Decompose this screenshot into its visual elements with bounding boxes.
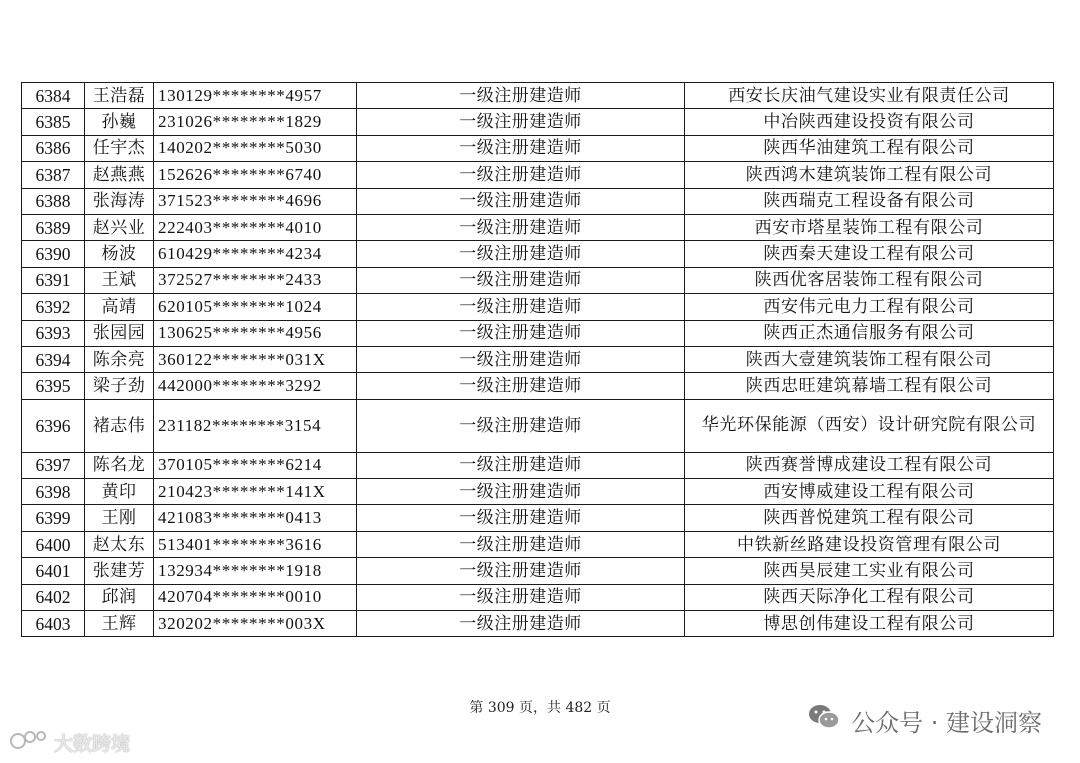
company-name-cell: 陕西大壹建筑装饰工程有限公司 [685,346,1054,372]
row-number-cell: 6398 [22,479,85,505]
id-number-cell: 140202********5030 [154,135,357,161]
row-number-cell: 6388 [22,188,85,214]
person-name-cell: 张海涛 [85,188,154,214]
person-name-cell: 邱润 [85,584,154,610]
row-number-cell: 6400 [22,531,85,557]
qualification-cell: 一级注册建造师 [357,83,685,109]
qualification-cell: 一级注册建造师 [357,611,685,637]
person-name-cell: 任宇杰 [85,135,154,161]
qualification-cell: 一级注册建造师 [357,109,685,135]
row-number-cell: 6386 [22,135,85,161]
company-name-cell: 陕西正杰通信服务有限公司 [685,320,1054,346]
company-name-cell: 陕西昊辰建工实业有限公司 [685,558,1054,584]
page-number: 第 309 页，共 482 页 [469,700,611,716]
qualification-cell: 一级注册建造师 [357,399,685,452]
row-number-cell: 6402 [22,584,85,610]
table-row [22,83,1054,109]
row-number-cell: 6385 [22,109,85,135]
company-name-cell: 陕西天际净化工程有限公司 [685,584,1054,610]
table-row [22,479,1054,505]
id-number-cell: 231026********1829 [154,109,357,135]
company-name-cell: 中冶陕西建设投资有限公司 [685,109,1054,135]
qualification-cell: 一级注册建造师 [357,162,685,188]
row-number-cell: 6397 [22,452,85,478]
id-number-cell: 152626********6740 [154,162,357,188]
qualification-cell: 一级注册建造师 [357,373,685,399]
id-number-cell: 210423********141X [154,479,357,505]
id-number-cell: 420704********0010 [154,584,357,610]
table-row [22,346,1054,372]
qualification-cell: 一级注册建造师 [357,188,685,214]
registry-table [21,82,1054,637]
person-name-cell: 陈余亮 [85,346,154,372]
registry-table-body [22,83,1054,637]
watermark-right [807,702,1042,738]
watermark-left-text: 大数跨境 [54,733,131,755]
row-number-cell: 6393 [22,320,85,346]
qualification-cell: 一级注册建造师 [357,241,685,267]
id-number-cell: 320202********003X [154,611,357,637]
table-row [22,188,1054,214]
company-name-cell: 西安伟元电力工程有限公司 [685,294,1054,320]
row-number-cell: 6391 [22,267,85,293]
person-name-cell: 黄印 [85,479,154,505]
qualification-cell: 一级注册建造师 [357,505,685,531]
person-name-cell: 张园园 [85,320,154,346]
table-row [22,531,1054,557]
table-row [22,214,1054,240]
person-name-cell: 杨波 [85,241,154,267]
id-number-cell: 620105********1024 [154,294,357,320]
qualification-cell: 一级注册建造师 [357,479,685,505]
table-row [22,294,1054,320]
id-number-cell: 222403********4010 [154,214,357,240]
id-number-cell: 132934********1918 [154,558,357,584]
table-row [22,558,1054,584]
id-number-cell: 231182********3154 [154,399,357,452]
person-name-cell: 高靖 [85,294,154,320]
row-number-cell: 6390 [22,241,85,267]
person-name-cell: 赵太东 [85,531,154,557]
table-row [22,267,1054,293]
person-name-cell: 王斌 [85,267,154,293]
id-number-cell: 371523********4696 [154,188,357,214]
row-number-cell: 6389 [22,214,85,240]
company-name-cell: 陕西普悦建筑工程有限公司 [685,505,1054,531]
person-name-cell: 孙巍 [85,109,154,135]
table-row [22,241,1054,267]
id-number-cell: 421083********0413 [154,505,357,531]
id-number-cell: 442000********3292 [154,373,357,399]
table-row [22,505,1054,531]
table-row [22,584,1054,610]
company-name-cell: 中铁新丝路建设投资管理有限公司 [685,531,1054,557]
qualification-cell: 一级注册建造师 [357,452,685,478]
qualification-cell: 一级注册建造师 [357,346,685,372]
person-name-cell: 赵燕燕 [85,162,154,188]
id-number-cell: 130129********4957 [154,83,357,109]
qualification-cell: 一级注册建造师 [357,135,685,161]
person-name-cell: 王刚 [85,505,154,531]
person-name-cell: 赵兴业 [85,214,154,240]
qualification-cell: 一级注册建造师 [357,320,685,346]
table-row [22,611,1054,637]
company-name-cell: 陕西秦天建设工程有限公司 [685,241,1054,267]
table-row [22,320,1054,346]
row-number-cell: 6384 [22,83,85,109]
id-number-cell: 372527********2433 [154,267,357,293]
id-number-cell: 513401********3616 [154,531,357,557]
person-name-cell: 王辉 [85,611,154,637]
row-number-cell: 6392 [22,294,85,320]
id-number-cell: 610429********4234 [154,241,357,267]
company-name-cell: 陕西鸿木建筑装饰工程有限公司 [685,162,1054,188]
bubble-logo-icon [10,728,50,757]
company-name-cell: 陕西华油建筑工程有限公司 [685,135,1054,161]
company-name-cell: 西安市塔星装饰工程有限公司 [685,214,1054,240]
company-name-cell: 博思创伟建设工程有限公司 [685,611,1054,637]
company-name-cell: 陕西瑞克工程设备有限公司 [685,188,1054,214]
row-number-cell: 6403 [22,611,85,637]
id-number-cell: 370105********6214 [154,452,357,478]
watermark-right-text: 公众号 · 建设洞察 [851,708,1042,737]
company-name-cell: 西安长庆油气建设实业有限责任公司 [685,83,1054,109]
person-name-cell: 褚志伟 [85,399,154,452]
qualification-cell: 一级注册建造师 [357,294,685,320]
company-name-cell: 陕西忠旺建筑幕墙工程有限公司 [685,373,1054,399]
person-name-cell: 张建芳 [85,558,154,584]
person-name-cell: 梁子劲 [85,373,154,399]
table-row [22,162,1054,188]
row-number-cell: 6399 [22,505,85,531]
qualification-cell: 一级注册建造师 [357,214,685,240]
id-number-cell: 360122********031X [154,346,357,372]
company-name-cell: 陕西赛誉博成建设工程有限公司 [685,452,1054,478]
company-name-cell: 华光环保能源（西安）设计研究院有限公司 [685,399,1054,452]
row-number-cell: 6387 [22,162,85,188]
table-row [22,452,1054,478]
watermark-left [10,728,130,757]
row-number-cell: 6394 [22,346,85,372]
table-row [22,373,1054,399]
company-name-cell: 西安博威建设工程有限公司 [685,479,1054,505]
row-number-cell: 6401 [22,558,85,584]
id-number-cell: 130625********4956 [154,320,357,346]
person-name-cell: 陈名龙 [85,452,154,478]
table-row [22,399,1054,452]
table-row [22,135,1054,161]
qualification-cell: 一级注册建造师 [357,531,685,557]
wechat-icon [807,702,841,738]
company-name-cell: 陕西优客居装饰工程有限公司 [685,267,1054,293]
row-number-cell: 6396 [22,399,85,452]
qualification-cell: 一级注册建造师 [357,558,685,584]
person-name-cell: 王浩磊 [85,83,154,109]
qualification-cell: 一级注册建造师 [357,267,685,293]
qualification-cell: 一级注册建造师 [357,584,685,610]
row-number-cell: 6395 [22,373,85,399]
table-row [22,109,1054,135]
